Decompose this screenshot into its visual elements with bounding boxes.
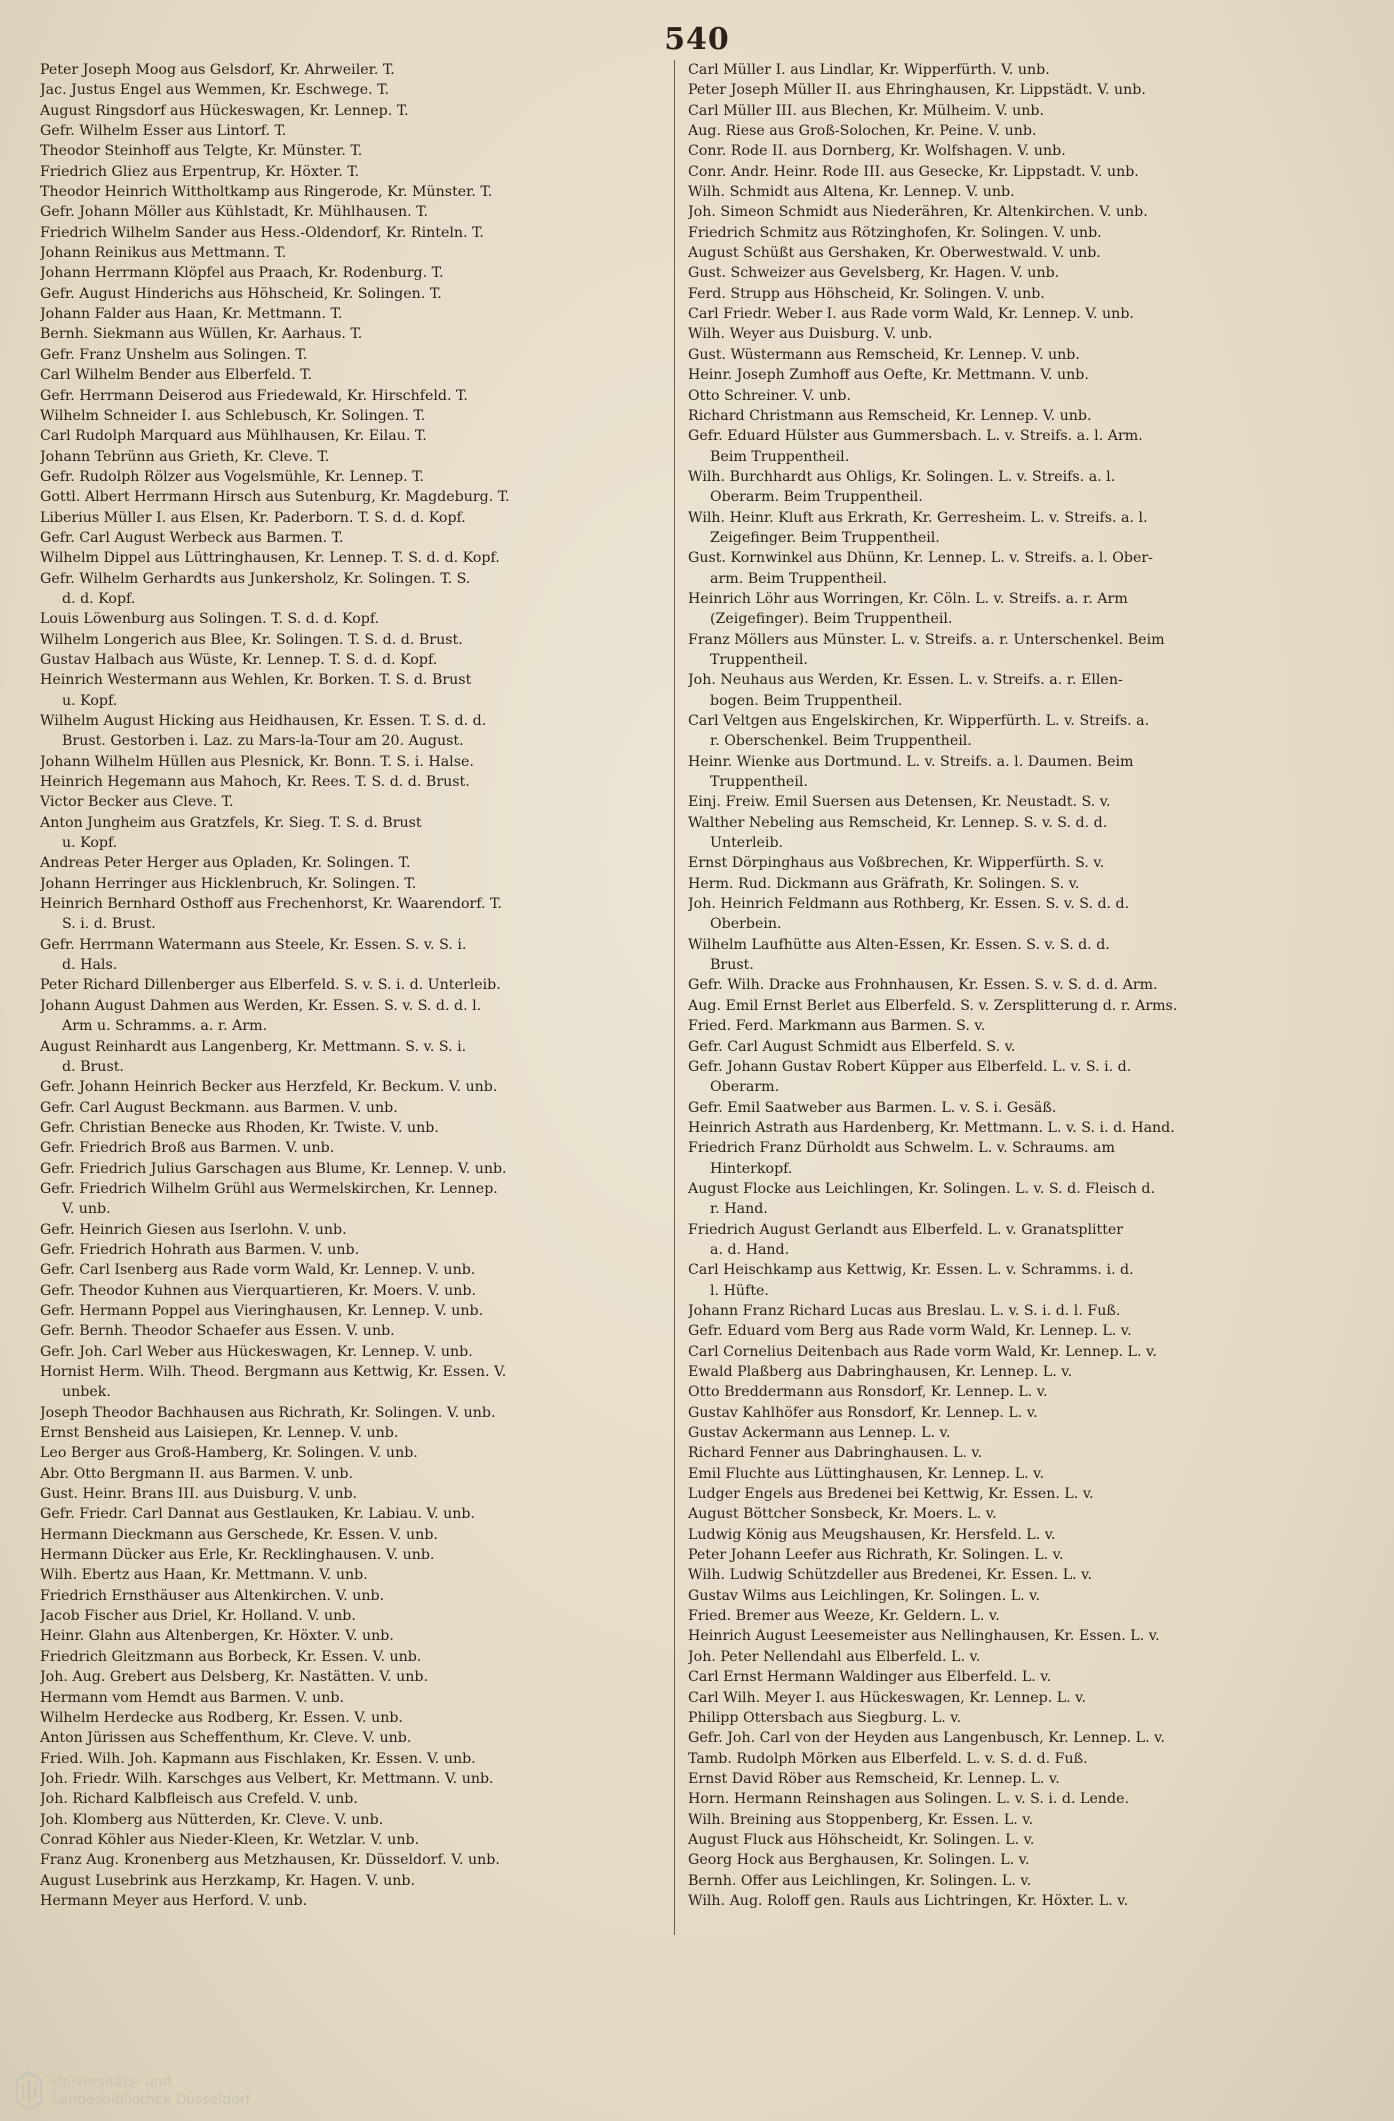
entry-line: Anton Jürissen aus Scheffenthum, Kr. Cleve. V. unb.: [40, 1730, 412, 1747]
entry-line: Hermann Meyer aus Herford. V. unb.: [40, 1892, 308, 1909]
entry-line: Emil Fluchte aus Lüttinghausen, Kr. Lennep. L. v.: [688, 1465, 1044, 1482]
entry-line: Wilh. Heinr. Kluft aus Erkrath, Kr. Gerresheim. L. v. Streifs. a. l.: [688, 509, 1148, 526]
entry-line: Gefr. Carl August Beckmann. aus Barmen. V. unb.: [40, 1099, 398, 1116]
column-divider: [674, 60, 675, 1935]
entry-line: d. Brust.: [62, 1058, 124, 1075]
watermark-line-1: Universitäts- und: [52, 2074, 172, 2090]
entry-line: Truppentheil.: [710, 651, 808, 668]
entry-line: Hermann vom Hemdt aus Barmen. V. unb.: [40, 1689, 344, 1706]
entry-line: (Zeigefinger). Beim Truppentheil.: [710, 611, 953, 628]
entry-line: Brust.: [710, 957, 754, 974]
entry-line: Georg Hock aus Berghausen, Kr. Solingen. L. v.: [688, 1852, 1030, 1869]
entry-line: bogen. Beim Truppentheil.: [710, 692, 903, 709]
entry-line: August Lusebrink aus Herzkamp, Kr. Hagen. V. unb.: [40, 1872, 415, 1889]
entry-line: Wilh. Ebertz aus Haan, Kr. Mettmann. V. unb.: [40, 1567, 368, 1584]
entry-line: Carl Heischkamp aus Kettwig, Kr. Essen. L. v. Schramms. i. d.: [688, 1262, 1134, 1279]
entry-line: Johann Falder aus Haan, Kr. Mettmann. T.: [40, 306, 343, 323]
entry-line: r. Oberschenkel. Beim Truppentheil.: [710, 733, 972, 750]
entry-line: Johann Reinikus aus Mettmann. T.: [40, 245, 287, 262]
entry-line: Jac. Justus Engel aus Wemmen, Kr. Eschwege. T.: [40, 82, 390, 99]
entry-line: Theodor Steinhoff aus Telgte, Kr. Münster. T.: [40, 143, 363, 160]
entry-line: Friedrich Gleitzmann aus Borbeck, Kr. Essen. V. unb.: [40, 1648, 422, 1665]
entry-line: Friedrich August Gerlandt aus Elberfeld. L. v. Granatsplitter: [688, 1221, 1124, 1238]
entry-line: Peter Johann Leefer aus Richrath, Kr. Solingen. L. v.: [688, 1547, 1064, 1564]
entry-line: Johann Franz Richard Lucas aus Breslau. L. v. S. i. d. l. Fuß.: [688, 1302, 1121, 1319]
entry-line: Carl Veltgen aus Engelskirchen, Kr. Wipperfürth. L. v. Streifs. a.: [688, 713, 1150, 729]
entry-line: Gefr. Friedrich Wilhelm Grühl aus Wermelskirchen, Kr. Lennep.: [40, 1180, 498, 1197]
entry-line: Heinr. Joseph Zumhoff aus Oefte, Kr. Mettmann. V. unb.: [688, 367, 1089, 384]
entry-line: Carl Wilh. Meyer I. aus Hückeswagen, Kr. Lennep. L. v.: [688, 1689, 1087, 1706]
entry-line: Carl Müller III. aus Blechen, Kr. Mülheim. V. unb.: [688, 102, 1045, 119]
entry-line: Heinrich August Leesemeister aus Nellinghausen, Kr. Essen. L. v.: [688, 1628, 1160, 1645]
entry-line: Friedrich Wilhelm Sander aus Hess.-Oldendorf, Kr. Rinteln. T.: [40, 224, 484, 241]
entry-line: Richard Christmann aus Remscheid, Kr. Lennep. V. unb.: [688, 407, 1092, 424]
entry-line: Friedrich Gliez aus Erpentrup, Kr. Höxter. T.: [40, 163, 360, 180]
entry-line: Heinrich Westermann aus Wehlen, Kr. Borken. T. S. d. Brust: [40, 672, 472, 689]
entry-line: S. i. d. Brust.: [62, 916, 156, 933]
entry-line: Peter Joseph Moog aus Gelsdorf, Kr. Ahrweiler. T.: [40, 62, 395, 78]
entry-line: Heinr. Wienke aus Dortmund. L. v. Streifs. a. l. Daumen. Beim: [688, 753, 1134, 770]
entry-line: Brust. Gestorben i. Laz. zu Mars-la-Tour am 20. August.: [62, 733, 464, 750]
entry-line: Gefr. Carl Isenberg aus Rade vorm Wald, Kr. Lennep. V. unb.: [40, 1262, 476, 1279]
entry-line: Johann Herrmann Klöpfel aus Praach, Kr. Rodenburg. T.: [40, 265, 444, 282]
entry-line: arm. Beim Truppentheil.: [710, 570, 887, 587]
entry-line: August Ringsdorf aus Hückeswagen, Kr. Lennep. T.: [40, 102, 409, 119]
entry-line: Wilhelm Dippel aus Lüttringhausen, Kr. Lennep. T. S. d. d. Kopf.: [40, 550, 500, 567]
entry-line: Gefr. Eduard Hülster aus Gummersbach. L. v. Streifs. a. l. Arm.: [688, 428, 1143, 445]
entry-line: Gefr. Herrmann Deiserod aus Friedewald, Kr. Hirschfeld. T.: [40, 387, 468, 404]
entry-line: Gefr. Herrmann Watermann aus Steele, Kr. Essen. S. v. S. i.: [40, 936, 467, 953]
entry-line: Gefr. Rudolph Rölzer aus Vogelsmühle, Kr. Lennep. T.: [40, 468, 425, 485]
entry-line: Gefr. Friedr. Carl Dannat aus Gestlauken, Kr. Labiau. V. unb.: [40, 1506, 476, 1523]
entry-line: Gefr. August Hinderichs aus Höhscheid, Kr. Solingen. T.: [40, 285, 442, 302]
entry-line: Gefr. Wilhelm Esser aus Lintorf. T.: [40, 123, 287, 140]
entry-line: Gefr. Heinrich Giesen aus Iserlohn. V. unb.: [40, 1221, 347, 1238]
entry-line: Gefr. Carl August Werbeck aus Barmen. T.: [40, 529, 344, 546]
entry-line: Liberius Müller I. aus Elsen, Kr. Paderborn. T. S. d. d. Kopf.: [40, 509, 466, 526]
entry-line: Johann Tebrünn aus Grieth, Kr. Cleve. T.: [40, 448, 330, 465]
entry-line: Conr. Rode II. aus Dornberg, Kr. Wolfshagen. V. unb.: [688, 143, 1066, 160]
entry-line: Gust. Wüstermann aus Remscheid, Kr. Lennep. V. unb.: [688, 346, 1080, 363]
entry-line: Gefr. Carl August Schmidt aus Elberfeld. S. v.: [688, 1038, 1016, 1055]
entry-line: Hermann Dücker aus Erle, Kr. Recklinghausen. V. unb.: [40, 1547, 435, 1564]
entry-line: Franz Möllers aus Münster. L. v. Streifs. a. r. Unterschenkel. Beim: [688, 631, 1165, 648]
entry-line: Horn. Hermann Reinshagen aus Solingen. L. v. S. i. d. Lende.: [688, 1791, 1129, 1808]
entry-line: August Fluck aus Höhscheidt, Kr. Solingen. L. v.: [688, 1831, 1035, 1848]
entry-line: Gefr. Bernh. Theodor Schaefer aus Essen. V. unb.: [40, 1323, 395, 1340]
entry-line: Conr. Andr. Heinr. Rode III. aus Gesecke, Kr. Lippstadt. V. unb.: [688, 163, 1139, 180]
entry-line: Joh. Simeon Schmidt aus Niederähren, Kr. Altenkirchen. V. unb.: [688, 204, 1148, 221]
entry-line: Einj. Freiw. Emil Suersen aus Detensen, Kr. Neustadt. S. v.: [688, 794, 1111, 811]
entry-line: Wilhelm August Hicking aus Heidhausen, Kr. Essen. T. S. d. d.: [40, 713, 487, 729]
entry-line: Philipp Ottersbach aus Siegburg. L. v.: [688, 1709, 962, 1726]
entry-line: Hinterkopf.: [710, 1160, 793, 1177]
entry-line: Gottl. Albert Herrmann Hirsch aus Sutenburg, Kr. Magdeburg. T.: [40, 489, 510, 506]
entry-line: Ludwig König aus Meugshausen, Kr. Hersfeld. L. v.: [688, 1526, 1056, 1543]
entry-line: Joh. Richard Kalbfleisch aus Crefeld. V. unb.: [40, 1791, 358, 1808]
entry-line: Carl Rudolph Marquard aus Mühlhausen, Kr. Eilau. T.: [40, 428, 427, 445]
entry-line: Johann Wilhelm Hüllen aus Plesnick, Kr. Bonn. T. S. i. Halse.: [40, 753, 474, 770]
entry-line: Wilh. Schmidt aus Altena, Kr. Lennep. V. unb.: [688, 184, 1015, 201]
entry-line: Herm. Rud. Dickmann aus Gräfrath, Kr. Solingen. S. v.: [688, 875, 1080, 892]
entry-line: Andreas Peter Herger aus Opladen, Kr. Solingen. T.: [40, 855, 411, 872]
entry-line: Otto Schreiner. V. unb.: [688, 387, 852, 404]
entry-line: Gefr. Friedrich Broß aus Barmen. V. unb.: [40, 1140, 335, 1157]
entry-line: Gefr. Johann Gustav Robert Küpper aus Elberfeld. L. v. S. i. d.: [688, 1058, 1132, 1075]
entry-line: Hermann Dieckmann aus Gerschede, Kr. Essen. V. unb.: [40, 1526, 438, 1543]
entry-line: Wilh. Breining aus Stoppenberg, Kr. Essen. L. v.: [688, 1811, 1034, 1828]
entry-line: Otto Breddermann aus Ronsdorf, Kr. Lennep. L. v.: [688, 1384, 1048, 1401]
entry-line: Hornist Herm. Wilh. Theod. Bergmann aus Kettwig, Kr. Essen. V.: [40, 1364, 507, 1380]
entry-line: Peter Richard Dillenberger aus Elberfeld. S. v. S. i. d. Unterleib.: [40, 977, 501, 994]
entry-line: Gustav Wilms aus Leichlingen, Kr. Solingen. L. v.: [688, 1587, 1040, 1604]
entry-line: V. unb.: [62, 1201, 111, 1218]
entry-line: Gust. Kornwinkel aus Dhünn, Kr. Lennep. L. v. Streifs. a. l. Ober-: [688, 550, 1153, 567]
entry-line: Anton Jungheim aus Gratzfels, Kr. Sieg. T. S. d. Brust: [40, 814, 422, 831]
entry-line: u. Kopf.: [62, 692, 118, 709]
library-watermark: [14, 2070, 250, 2112]
entry-line: Gefr. Theodor Kuhnen aus Vierquartieren, Kr. Moers. V. unb.: [40, 1282, 476, 1299]
entry-line: Gustav Halbach aus Wüste, Kr. Lennep. T. S. d. d. Kopf.: [40, 651, 438, 668]
entry-line: Gefr. Franz Unshelm aus Solingen. T.: [40, 346, 308, 363]
entry-line: Gefr. Christian Benecke aus Rhoden, Kr. Twiste. V. unb.: [40, 1119, 439, 1136]
entry-line: Walther Nebeling aus Remscheid, Kr. Lennep. S. v. S. d. d.: [688, 814, 1108, 831]
entry-line: Franz Aug. Kronenberg aus Metzhausen, Kr. Düsseldorf. V. unb.: [40, 1852, 500, 1869]
watermark-line-2: Landesbibliothek Düsseldorf: [52, 2092, 251, 2108]
entry-line: Heinr. Glahn aus Altenbergen, Kr. Höxter. V. unb.: [40, 1628, 394, 1645]
entry-line: d. d. Kopf.: [62, 590, 136, 607]
entry-line: August Schüßt aus Gershaken, Kr. Oberwestwald. V. unb.: [688, 245, 1101, 262]
entry-line: Heinrich Hegemann aus Mahoch, Kr. Rees. T. S. d. d. Brust.: [40, 774, 470, 791]
entry-line: Joh. Heinrich Feldmann aus Rothberg, Kr. Essen. S. v. S. d. d.: [688, 896, 1130, 913]
page-number: 540: [664, 22, 730, 57]
entry-line: Richard Fenner aus Dabringhausen. L. v.: [688, 1445, 983, 1462]
entry-line: Wilh. Ludwig Schützdeller aus Bredenei, Kr. Essen. L. v.: [688, 1567, 1092, 1584]
entry-line: Gust. Schweizer aus Gevelsberg, Kr. Hagen. V. unb.: [688, 265, 1060, 282]
entry-line: Heinrich Bernhard Osthoff aus Frechenhorst, Kr. Waarendorf. T.: [40, 896, 502, 913]
entry-line: Aug. Riese aus Groß-Solochen, Kr. Peine. V. unb.: [688, 123, 1037, 140]
entry-line: Wilh. Burchhardt aus Ohligs, Kr. Solingen. L. v. Streifs. a. l.: [688, 468, 1116, 485]
entry-line: Leo Berger aus Groß-Hamberg, Kr. Solingen. V. unb.: [40, 1445, 418, 1462]
entry-line: Wilhelm Longerich aus Blee, Kr. Solingen. T. S. d. d. Brust.: [40, 631, 463, 648]
entry-line: Johann August Dahmen aus Werden, Kr. Essen. S. v. S. d. d. l.: [40, 997, 482, 1014]
entry-line: Gefr. Wilhelm Gerhardts aus Junkersholz, Kr. Solingen. T. S.: [40, 570, 471, 587]
entry-line: Gefr. Johann Heinrich Becker aus Herzfeld, Kr. Beckum. V. unb.: [40, 1079, 498, 1096]
entry-line: Abr. Otto Bergmann II. aus Barmen. V. unb.: [40, 1465, 353, 1482]
entry-line: Joh. Peter Nellendahl aus Elberfeld. L. v.: [688, 1648, 981, 1665]
entry-line: Victor Becker aus Cleve. T.: [40, 794, 234, 811]
entry-line: Heinrich Astrath aus Hardenberg, Kr. Mettmann. L. v. S. i. d. Hand.: [688, 1119, 1175, 1136]
entry-line: Gefr. Friedrich Julius Garschagen aus Blume, Kr. Lennep. V. unb.: [40, 1160, 507, 1177]
entry-line: Joseph Theodor Bachhausen aus Richrath, Kr. Solingen. V. unb.: [40, 1404, 496, 1421]
entry-line: Arm u. Schramms. a. r. Arm.: [62, 1018, 268, 1035]
entry-line: August Reinhardt aus Langenberg, Kr. Mettmann. S. v. S. i.: [40, 1038, 467, 1055]
entry-line: u. Kopf.: [62, 835, 118, 852]
entry-line: Ernst Bensheid aus Laisiepen, Kr. Lennep. V. unb.: [40, 1425, 399, 1442]
right-column: [688, 60, 1328, 1911]
entry-line: Oberbein.: [710, 916, 782, 933]
entry-line: Zeigefinger. Beim Truppentheil.: [710, 529, 940, 546]
entry-line: Gustav Ackermann aus Lennep. L. v.: [688, 1425, 951, 1442]
entry-line: r. Hand.: [710, 1201, 768, 1218]
entry-line: Gust. Heinr. Brans III. aus Duisburg. V. unb.: [40, 1486, 358, 1503]
entry-line: Ernst David Röber aus Remscheid, Kr. Lennep. L. v.: [688, 1770, 1060, 1787]
entry-line: Wilhelm Schneider I. aus Schlebusch, Kr. Solingen. T.: [40, 407, 426, 424]
entry-line: Ludger Engels aus Bredenei bei Kettwig, Kr. Essen. L. v.: [688, 1486, 1094, 1503]
entry-line: Friedrich Schmitz aus Rötzinghofen, Kr. Solingen. V. unb.: [688, 224, 1102, 241]
entry-line: Bernh. Offer aus Leichlingen, Kr. Solingen. L. v.: [688, 1872, 1032, 1889]
entry-line: Carl Friedr. Weber I. aus Rade vorm Wald, Kr. Lennep. V. unb.: [688, 306, 1134, 323]
entry-line: Gefr. Johann Möller aus Kühlstadt, Kr. Mühlhausen. T.: [40, 204, 429, 221]
entry-line: Johann Herringer aus Hicklenbruch, Kr. Solingen. T.: [40, 875, 417, 892]
entry-line: Ferd. Strupp aus Höhscheid, Kr. Solingen. V. unb.: [688, 285, 1045, 302]
entry-line: Carl Ernst Hermann Waldinger aus Elberfeld. L. v.: [688, 1669, 1052, 1686]
entry-line: Joh. Neuhaus aus Werden, Kr. Essen. L. v. Streifs. a. r. Ellen-: [688, 672, 1123, 689]
entry-line: Joh. Aug. Grebert aus Delsberg, Kr. Nastätten. V. unb.: [40, 1669, 428, 1686]
entry-line: Gefr. Friedrich Hohrath aus Barmen. V. unb.: [40, 1241, 360, 1258]
entry-line: Oberarm.: [710, 1079, 780, 1096]
entry-line: Theodor Heinrich Wittholtkamp aus Ringerode, Kr. Münster. T.: [40, 184, 493, 201]
entry-line: Carl Wilhelm Bender aus Elberfeld. T.: [40, 367, 313, 384]
left-column: [40, 60, 664, 1911]
entry-line: Truppentheil.: [710, 774, 808, 791]
entry-line: Wilhelm Herdecke aus Rodberg, Kr. Essen. V. unb.: [40, 1709, 403, 1726]
entry-line: Wilh. Aug. Roloff gen. Rauls aus Lichtringen, Kr. Höxter. L. v.: [688, 1892, 1129, 1909]
entry-line: Ewald Plaßberg aus Dabringhausen, Kr. Lennep. L. v.: [688, 1364, 1073, 1380]
entry-line: Fried. Ferd. Markmann aus Barmen. S. v.: [688, 1018, 986, 1035]
library-logo-icon: [14, 2070, 44, 2112]
entry-line: Wilhelm Laufhütte aus Alten-Essen, Kr. Essen. S. v. S. d. d.: [688, 936, 1110, 953]
entry-line: Heinrich Löhr aus Worringen, Kr. Cöln. L. v. Streifs. a. r. Arm: [688, 590, 1128, 607]
entry-line: Friedrich Ernsthäuser aus Altenkirchen. V. unb.: [40, 1587, 385, 1604]
entry-line: Gustav Kahlhöfer aus Ronsdorf, Kr. Lennep. L. v.: [688, 1404, 1038, 1421]
entry-line: August Flocke aus Leichlingen, Kr. Solingen. L. v. S. d. Fleisch d.: [688, 1180, 1155, 1197]
entry-line: Friedrich Franz Dürholdt aus Schwelm. L. v. Schraums. am: [688, 1140, 1115, 1157]
entry-line: Joh. Friedr. Wilh. Karschges aus Velbert, Kr. Mettmann. V. unb.: [40, 1770, 494, 1787]
entry-line: Gefr. Wilh. Dracke aus Frohnhausen, Kr. Essen. S. v. S. d. d. Arm.: [688, 977, 1158, 994]
entry-line: l. Hüfte.: [710, 1282, 769, 1299]
entry-line: Tamb. Rudolph Mörken aus Elberfeld. L. v. S. d. d. Fuß.: [688, 1750, 1088, 1767]
entry-line: Unterleib.: [710, 835, 784, 852]
entry-line: August Böttcher Sonsbeck, Kr. Moers. L. v.: [688, 1506, 997, 1523]
entry-line: Joh. Klomberg aus Nütterden, Kr. Cleve. V. unb.: [40, 1811, 384, 1828]
entry-line: Gefr. Joh. Carl Weber aus Hückeswagen, Kr. Lennep. V. unb.: [40, 1343, 473, 1360]
entry-line: Peter Joseph Müller II. aus Ehringhausen, Kr. Lippstädt. V. unb.: [688, 82, 1146, 99]
entry-line: d. Hals.: [62, 957, 118, 974]
entry-line: Beim Truppentheil.: [710, 448, 850, 465]
entry-line: a. d. Hand.: [710, 1241, 790, 1258]
entry-line: Fried. Bremer aus Weeze, Kr. Geldern. L. v.: [688, 1608, 1000, 1625]
entry-line: Gefr. Emil Saatweber aus Barmen. L. v. S. i. Gesäß.: [688, 1099, 1057, 1116]
entry-line: Wilh. Weyer aus Duisburg. V. unb.: [688, 326, 933, 343]
entry-line: Gefr. Joh. Carl von der Heyden aus Langenbusch, Kr. Lennep. L. v.: [688, 1730, 1165, 1747]
entry-line: Conrad Köhler aus Nieder-Kleen, Kr. Wetzlar. V. unb.: [40, 1831, 420, 1848]
entry-line: Fried. Wilh. Joh. Kapmann aus Fischlaken, Kr. Essen. V. unb.: [40, 1750, 476, 1767]
entry-line: Carl Cornelius Deitenbach aus Rade vorm Wald, Kr. Lennep. L. v.: [688, 1343, 1157, 1360]
entry-line: Gefr. Hermann Poppel aus Vieringhausen, Kr. Lennep. V. unb.: [40, 1302, 484, 1319]
entry-line: Oberarm. Beim Truppentheil.: [710, 489, 923, 506]
entry-line: unbek.: [62, 1384, 111, 1401]
entry-line: Jacob Fischer aus Driel, Kr. Holland. V. unb.: [40, 1608, 356, 1625]
entry-line: Carl Müller I. aus Lindlar, Kr. Wipperfürth. V. unb.: [688, 62, 1050, 78]
entry-line: Ernst Dörpinghaus aus Voßbrechen, Kr. Wipperfürth. S. v.: [688, 855, 1105, 872]
entry-line: Gefr. Eduard vom Berg aus Rade vorm Wald, Kr. Lennep. L. v.: [688, 1323, 1132, 1340]
entry-line: Bernh. Siekmann aus Wüllen, Kr. Aarhaus. T.: [40, 326, 363, 343]
entry-line: Louis Löwenburg aus Solingen. T. S. d. d. Kopf.: [40, 611, 380, 628]
entry-line: Aug. Emil Ernst Berlet aus Elberfeld. S. v. Zersplitterung d. r. Arms.: [688, 997, 1178, 1014]
